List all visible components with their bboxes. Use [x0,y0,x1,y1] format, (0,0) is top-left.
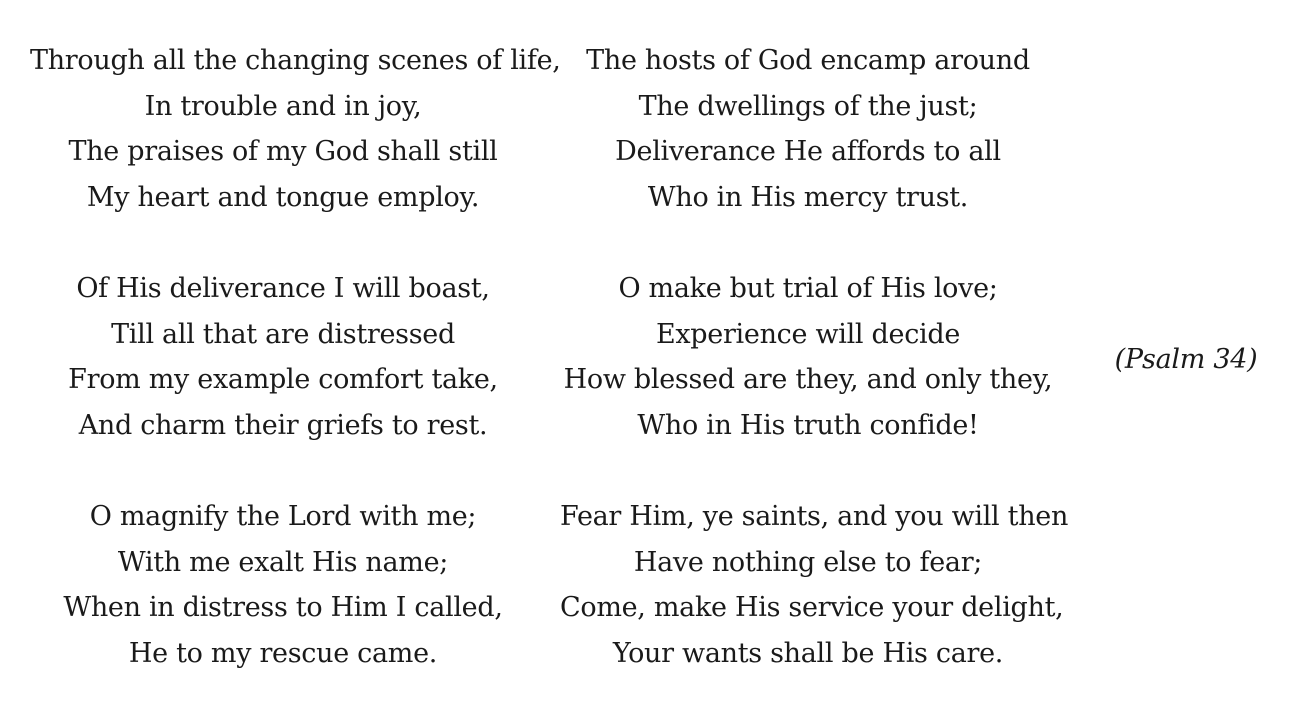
poem-line: Till all that are distressed [111,318,455,350]
stanza-6 [560,494,1069,676]
poem-line: The dwellings of the just; [638,90,978,122]
stanza-1 [30,38,561,220]
right-column [560,38,1069,722]
poem-line: Your wants shall be His care. [612,637,1004,669]
poem-line: And charm their griefs to rest. [78,409,488,441]
poem-line: In trouble and in joy, [144,90,422,122]
left-column [30,38,561,722]
stanza-2 [30,266,536,448]
poem-line: Experience will decide [655,318,961,350]
stanza-3 [30,494,536,676]
poem-line: O magnify the Lord with me; [89,501,477,532]
poem-line: The hosts of God encamp around [586,45,1030,76]
poem-line: Of His deliverance I will boast, [76,273,490,304]
poem-line: When in distress to Him I called, [63,592,503,623]
poem-line: Have nothing else to fear; [633,546,983,578]
poem-line: Who in His mercy trust. [647,181,969,213]
stanza-5 [560,266,1056,448]
poem-line: Fear Him, ye saints, and you will then [560,501,1069,532]
poem-line: Deliverance He affords to all [615,136,1001,167]
poem-line: With me exalt His name; [117,546,449,578]
poem-line: My heart and tongue employ. [86,181,480,213]
psalm-attribution: (Psalm 34) [1114,344,1258,375]
stanza-4 [560,38,1056,220]
poem-line: The praises of my God shall still [68,136,498,167]
poem-line: Who in His truth confide! [637,409,979,441]
poem-line: He to my rescue came. [128,637,438,669]
poem-line: How blessed are they, and only they, [563,364,1053,395]
poem-line: Come, make His service your delight, [560,592,1064,623]
poem-line: Through all the changing scenes of life, [30,45,561,76]
poem-line: O make but trial of His love; [618,273,998,304]
poem-line: From my example comfort take, [68,364,498,395]
